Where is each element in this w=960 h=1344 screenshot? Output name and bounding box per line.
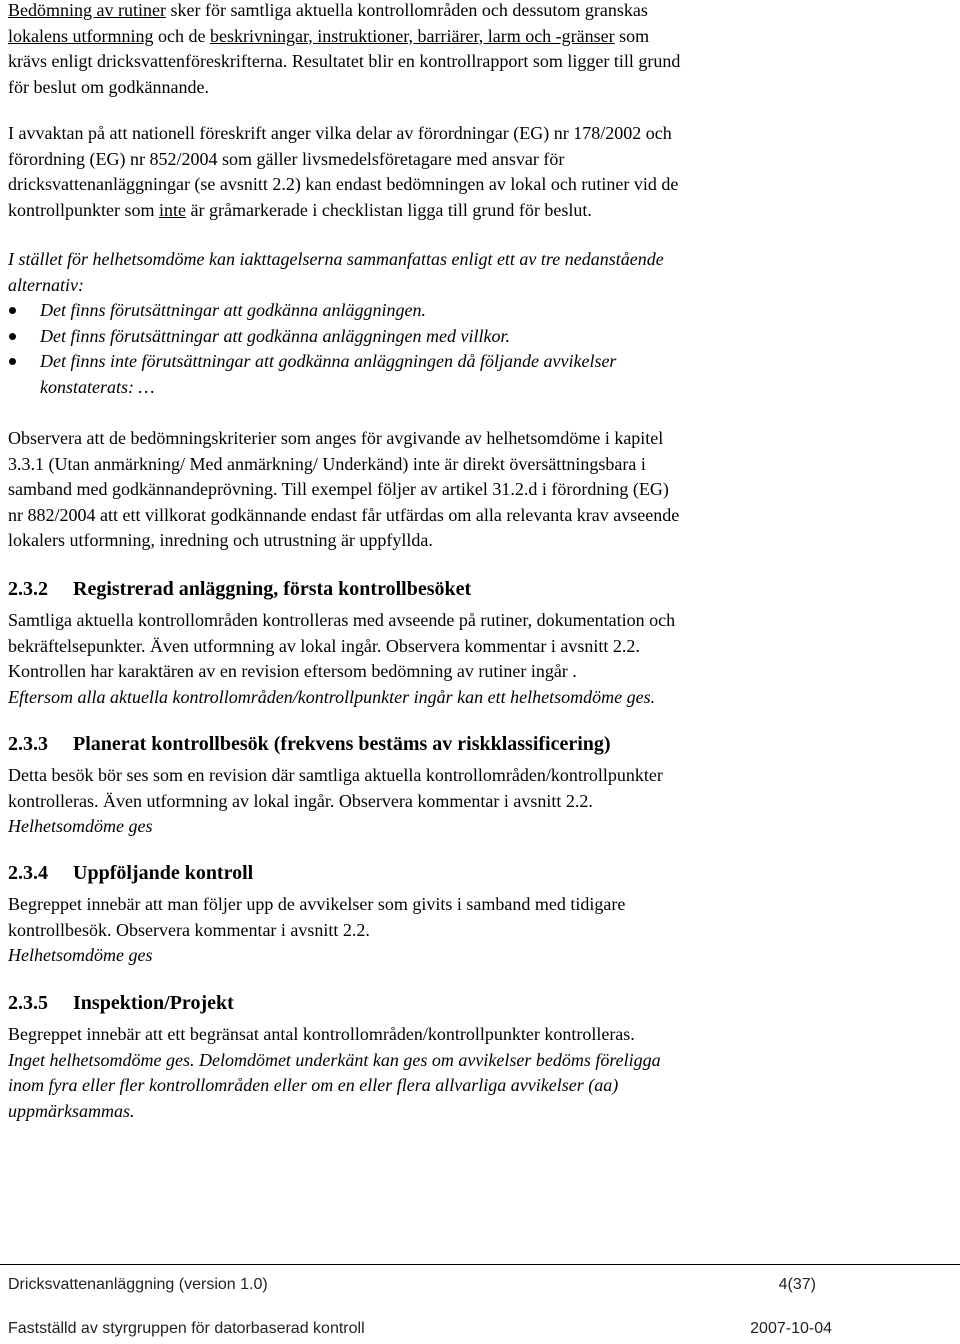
section-heading: 2.3.2 Registrerad anläggning, första kontrollbesöket	[8, 578, 472, 600]
paragraph-assessment: Bedömning av rutiner sker för samtliga aktuella kontrollområden och dessutom granskas lokalens utformning och de beskrivningar, instruktioner, barriärer, larm och -gränser som krävs enligt dricksvattenföreskrifterna. Resultatet blir en kontrollrapport som ligger till grund för beslut om godkännande.	[8, 0, 681, 97]
paragraph-alternatives: I stället för helhetsomdöme kan iakttagelserna sammanfattas enligt ett av tre nedanstående alternativ: Det finns förutsättningar att godkänna anläggningen. Det finns förutsättningar att godkänna anläggningen med villkor. Det finns inte förutsättningar att godkänna anläggningen då följande avvikelser konstaterats: …	[8, 247, 664, 400]
list-item: Det finns förutsättningar att godkänna anläggningen med villkor.	[8, 324, 664, 350]
section-2-3-3: 2.3.3 Planerat kontrollbesök (frekvens bestäms av riskklassificering) Detta besök bör ses som en revision där samtliga aktuella kontrollområden/kontrollpunkter kontrolleras. Även utformning av lokal ingår. Observera kommentar i avsnitt 2.2. Helhetsomdöme ges	[8, 733, 663, 836]
bullet-icon	[9, 333, 16, 340]
paragraph-observe: Observera att de bedömningskriterier som anges för avgivande av helhetsomdöme i kapitel 3.3.1 (Utan anmärkning/ Med anmärkning/ Underkänd) inte är direkt översättningsbara i samband med godkännandeprövning. Till exempel följer av artikel 31.2.d i förordning (EG) nr 882/2004 att ett villkorat godkännande endast får utfärdas om alla relevanta krav avseende lokalers utformning, inredning och utrustning är uppfyllda.	[8, 428, 680, 550]
footer-bottom-row	[8, 1320, 832, 1338]
section-heading: 2.3.3 Planerat kontrollbesök (frekvens bestäms av riskklassificering)	[8, 733, 611, 755]
section-2-3-5: 2.3.5 Inspektion/Projekt Begreppet innebär att ett begränsat antal kontrollområden/kontrollpunkter kontrolleras. Inget helhetsomdöme ges. Delomdömet underkänt kan ges om avvikelser bedöms föreligga inom fyra eller fler kontrollområden eller om en eller flera allvarliga avvikelser (aa) uppmärksammas.	[8, 992, 661, 1121]
footer-page-number: 4(37)	[778, 1276, 816, 1293]
section-2-3-2: 2.3.2 Registrerad anläggning, första kontrollbesöket Samtliga aktuella kontrollområden kontrolleras med avseende på rutiner, dokumentation och bekräftelsepunkter. Även utformning av lokal ingår. Observera kommentar i avsnitt 2.2. Kontrollen har karaktären av en revision eftersom bedömning av rutiner ingår . Eftersom alla aktuella kontrollområden/kontrollpunkter ingår kan ett helhetsomdöme ges.	[8, 578, 676, 707]
section-heading: 2.3.5 Inspektion/Projekt	[8, 992, 234, 1014]
footer-top-row	[8, 1276, 832, 1294]
footer-divider	[0, 1264, 960, 1265]
bullet-icon	[9, 307, 16, 314]
list-item: Det finns inte förutsättningar att godkänna anläggningen då följande avvikelser konstaterats: …	[8, 349, 664, 400]
paragraph-pending-regulation: I avvaktan på att nationell föreskrift anger vilka delar av förordningar (EG) nr 178/2002 och förordning (EG) nr 852/2004 som gäller livsmedelsföretagare med ansvar för dricksvattenanläggningar (se avsnitt 2.2) kan endast bedömningen av lokal och rutiner vid de kontrollpunkter som inte är gråmarkerade i checklistan ligga till grund för beslut.	[8, 123, 679, 220]
list-item: Det finns förutsättningar att godkänna anläggningen.	[8, 298, 664, 324]
footer-date: 2007-10-04	[750, 1320, 832, 1337]
alternatives-list	[8, 298, 664, 400]
link-assessment-routines: Bedömning av rutiner	[8, 0, 166, 20]
section-2-3-4: 2.3.4 Uppföljande kontroll Begreppet innebär att man följer upp de avvikelser som givits i samband med tidigare kontrollbesök. Observera kommentar i avsnitt 2.2. Helhetsomdöme ges	[8, 862, 626, 965]
section-heading: 2.3.4 Uppföljande kontroll	[8, 862, 254, 884]
footer-approved-by: Fastställd av styrgruppen för datorbaserad kontroll	[8, 1320, 365, 1337]
footer-doc-title: Dricksvattenanläggning (version 1.0)	[8, 1276, 268, 1293]
bullet-icon	[9, 358, 16, 365]
